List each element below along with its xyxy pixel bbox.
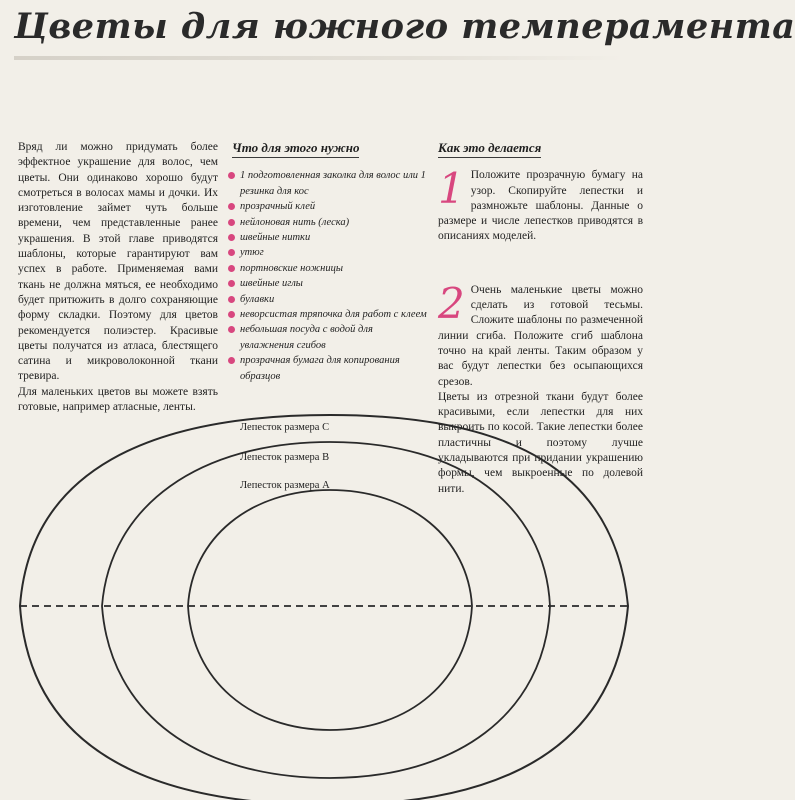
steps-heading: Как это делается bbox=[438, 140, 541, 158]
bullet-dot-icon bbox=[228, 234, 235, 241]
list-item: портновские ножницы bbox=[228, 261, 428, 276]
list-item: утюг bbox=[228, 245, 428, 260]
bullet-dot-icon bbox=[228, 296, 235, 303]
materials-column bbox=[228, 140, 428, 384]
list-item: швейные иглы bbox=[228, 276, 428, 291]
bullet-dot-icon bbox=[228, 326, 235, 333]
intro-paragraph: Вряд ли можно придумать более эффектное украшение для волос, чем цветы. Они одинаково хорошо будут смотреться в волосах мамы и дочки. Их изготовление займет чуть больше времени, чем представленные ранее украшения. В этой главе приводятся шаблоны, которые гарантируют вам успех в работе. Применяемая вами ткань не должна мяться, ее необходимо будет притюжить в долго сохраняющие форму складки. Поэтому для цветов рекомендуется полиэстер. Красивые цветы получатся из атласа, блестящего сатина и микроволоконной ткани тревира. bbox=[18, 141, 218, 383]
bullet-dot-icon bbox=[228, 203, 235, 210]
list-item: 1 подготовленная заколка для волос или 1 резинка для кос bbox=[228, 168, 428, 199]
list-item: булавки bbox=[228, 292, 428, 307]
petal-outline-c bbox=[20, 415, 628, 800]
list-item: неворсистая тряпочка для работ с клеем bbox=[228, 307, 428, 322]
step-text: Очень маленькие цветы можно сделать из готовой тесьмы. Сложите шаблоны по размеченной линии сгиба. Положите сгиб шаблона точно на край ленты. Таким образом у вас будут лепестки без осыпающихся срезов. bbox=[438, 283, 643, 388]
bullet-dot-icon bbox=[228, 219, 235, 226]
bullet-dot-icon bbox=[228, 249, 235, 256]
list-item: прозрачный клей bbox=[228, 199, 428, 214]
page-title: Цветы для южного темперамента bbox=[14, 6, 795, 47]
title-underline bbox=[14, 56, 624, 60]
label-petal-a: Лепесток размера А bbox=[240, 480, 330, 491]
bullet-dot-icon bbox=[228, 357, 235, 364]
list-item: небольшая посуда с водой для увлажнения сгибов bbox=[228, 322, 428, 353]
list-item: прозрачная бумага для копирования образцов bbox=[228, 353, 428, 384]
list-item: швейные нитки bbox=[228, 230, 428, 245]
bullet-dot-icon bbox=[228, 265, 235, 272]
step-extra-text: Цветы из отрезной ткани будут более красивыми, если лепестки для них выкроить по косой. Такие лепестки более пластичны и поэтому лучше укладываются при придании украшению формы, чем выкроенные по долевой нити. bbox=[438, 390, 643, 495]
petal-outline-a bbox=[188, 490, 472, 730]
materials-heading: Что для этого нужно bbox=[232, 140, 359, 158]
label-petal-b: Лепесток размера В bbox=[240, 452, 330, 463]
step-number: 2 bbox=[438, 278, 465, 328]
step-2 bbox=[438, 278, 643, 390]
step-1 bbox=[438, 164, 643, 244]
bullet-dot-icon bbox=[228, 311, 235, 318]
bullet-dot-icon bbox=[228, 172, 235, 179]
list-item: нейлоновая нить (леска) bbox=[228, 215, 428, 230]
step-number: 1 bbox=[438, 164, 465, 214]
materials-list bbox=[228, 168, 428, 384]
label-petal-c: Лепесток размера С bbox=[240, 422, 330, 433]
step-text: Положите прозрачную бумагу на узор. Скопируйте лепестки и размножьте шаблоны. Данные о размере и числе лепестков приводятся в описаниях моделей. bbox=[438, 169, 643, 243]
intro-paragraph: Для маленьких цветов вы можете взять готовые, например атласные, ленты. bbox=[18, 385, 218, 414]
bullet-dot-icon bbox=[228, 280, 235, 287]
intro-column bbox=[18, 140, 218, 415]
petal-outline-b bbox=[102, 442, 550, 778]
petal-template-diagram bbox=[0, 410, 647, 800]
